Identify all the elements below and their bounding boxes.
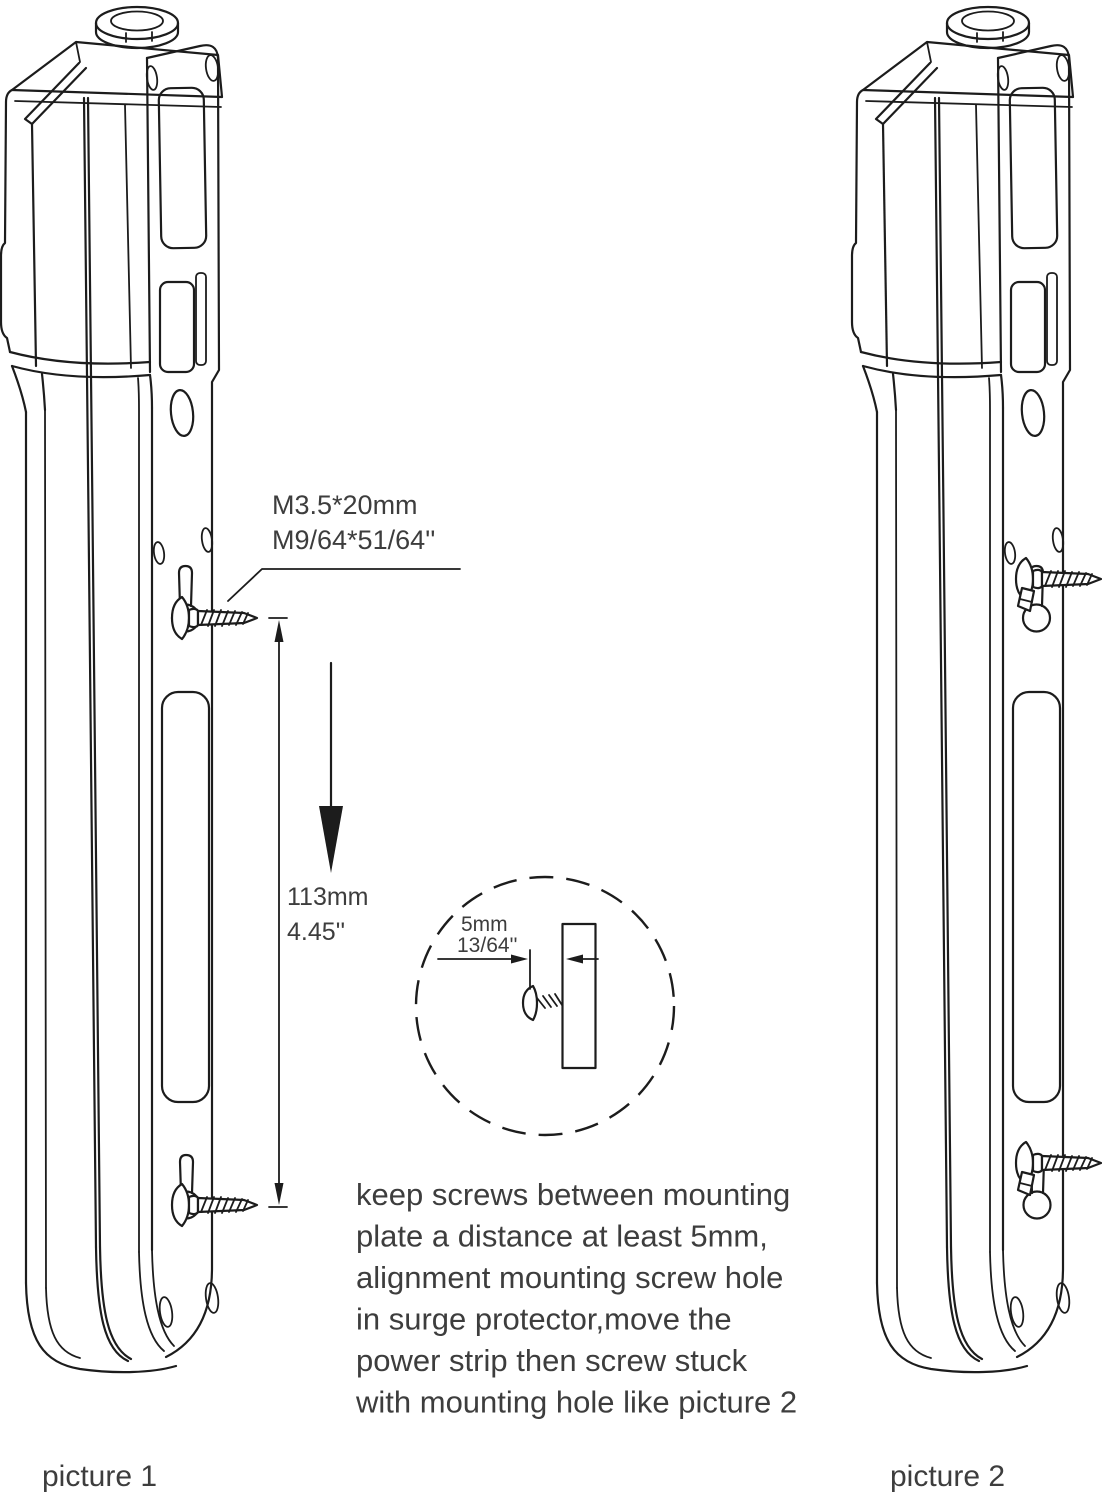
gap-inch: 13/64'' [457,934,518,957]
screw-icon [172,597,257,639]
dashed-detail-circle [416,877,674,1135]
screw-icon [172,1184,257,1226]
detail-circle [416,877,674,1135]
gap-mm: 5mm [461,913,508,936]
instruction-line: in surge protector,move the [356,1301,732,1337]
mounting-plate-section [563,924,596,1068]
instruction-line: keep screws between mounting [356,1177,791,1212]
instruction-line: plate a distance at least 5mm, [356,1218,768,1254]
instruction-line: power strip then screw stuck [356,1343,748,1378]
dimension-line-vertical [269,618,287,1207]
instruction-line: alignment mounting screw hole [356,1260,784,1295]
screw-spec-inch: M9/64*51/64'' [272,525,436,555]
instruction-text [355,1177,797,1420]
screw-spec-mm: M3.5*20mm [272,490,418,520]
screw-detail-icon [523,986,562,1020]
picture-2-caption: picture 2 [890,1460,1006,1493]
distance-inch: 4.45'' [287,918,346,946]
distance-mm: 113mm [287,883,369,911]
picture-1-figure [1,7,257,1372]
down-arrow-icon [319,663,343,873]
picture-2-figure [852,7,1101,1372]
screw-spec-leader-line [228,569,460,601]
screw-icon [1016,1142,1101,1195]
picture-1-caption: picture 1 [42,1460,158,1493]
screw-icon [1016,558,1101,611]
instruction-line: with mounting hole like picture 2 [356,1384,798,1420]
